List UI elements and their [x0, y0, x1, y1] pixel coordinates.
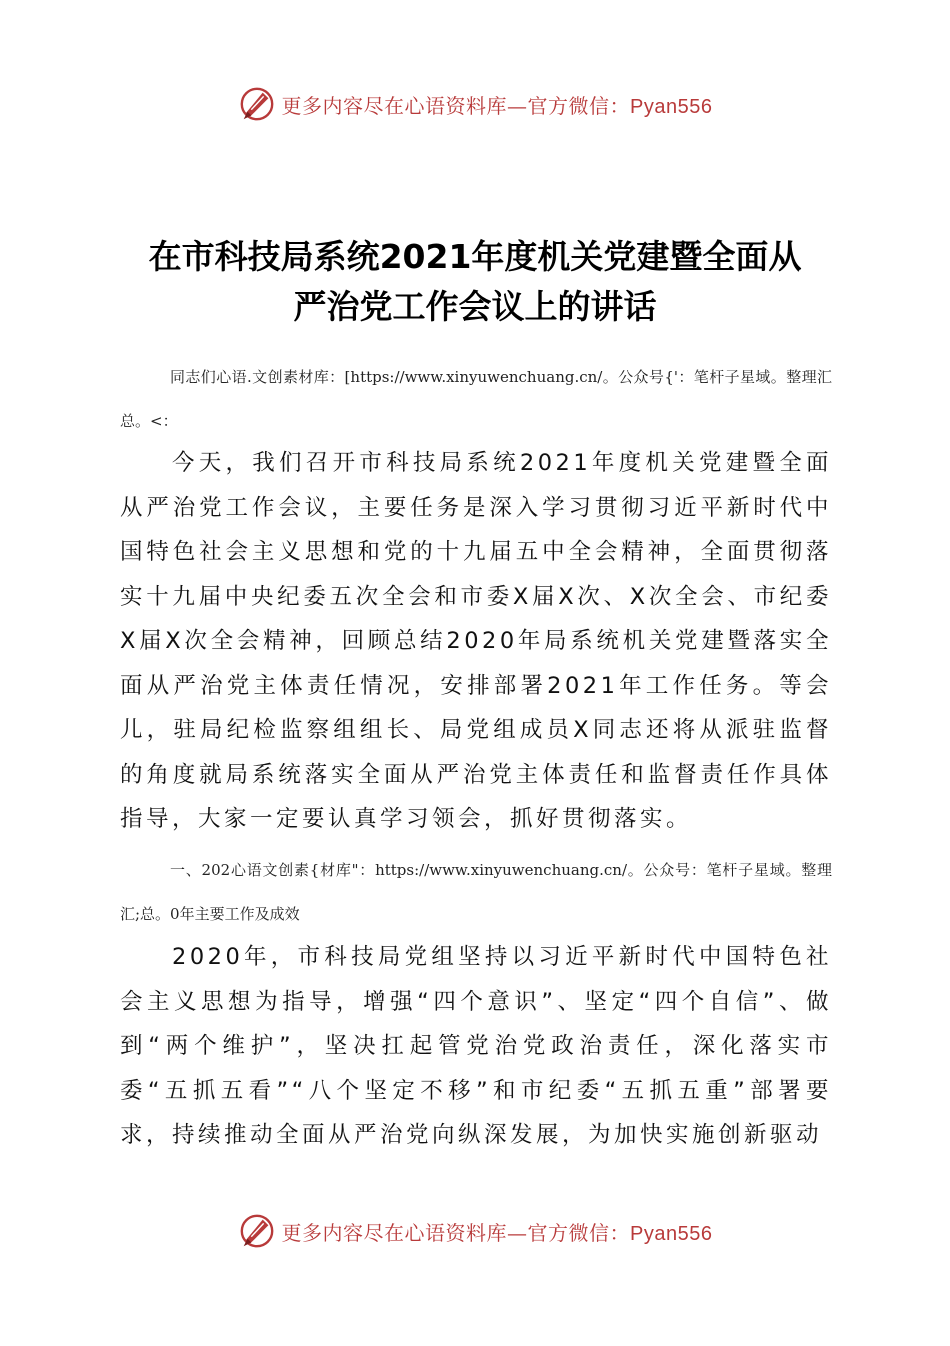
header-wechat-id: Pyan556: [630, 95, 713, 118]
header-banner-text: [282, 90, 713, 119]
footer-banner: [0, 1209, 950, 1253]
body-paragraph-1: 今天，我们召开市科技局系统2021年度机关党建暨全面从严治党工作会议，主要任务是深入学习贯彻习近平新时代中国特色社会主义思想和党的十九届五中全会精神，全面贯彻落实十九届中央纪委五次全会和市委X届X次、X次全会、市纪委X届X次全会精神，回顾总结2020年局系统机关党建暨落实全面从严治党主体责任情况，安排部署2021年工作任务。等会儿，驻局纪检监察组组长、局党组成员X同志还将从派驻监督的角度就局系统落实全面从严治党主体责任和监督责任作具体指导，大家一定要认真学习领会，抓好贯彻落实。: [120, 450, 832, 832]
footer-banner-label: 更多内容尽在心语资料库—官方微信：: [281, 1220, 631, 1245]
title-line-1: 在市科技局系统2021年度机关党建暨全面从: [148, 237, 802, 276]
body-paragraph-2: 2020年，市科技局党组坚持以习近平新时代中国特色社会主义思想为指导，增强“四个意识”、坚定“四个自信”、做到“两个维护”，坚决扛起管党治党政治责任，深化落实市委“五抓五看”“八个坚定不移”和市纪委“五抓五重”部署要求，持续推动全面从严治党向纵深发展，为加快实施创新驱动: [120, 944, 832, 1148]
pen-nib-icon: [238, 85, 276, 123]
footer-wechat-id: Pyan556: [630, 1222, 713, 1245]
page-title: [60, 232, 890, 332]
watermark-paragraph-2: 一、202心语文创素{材库"：https://www.xinyuwenchuang.cn/。公众号：笔杆子星域。整理汇;总。0年主要工作及成效: [120, 861, 832, 923]
header-banner: [0, 82, 950, 126]
footer-banner-text: [282, 1217, 713, 1246]
watermark-paragraph-1: 同志们心语.文创素材库：[https://www.xinyuwenchuang.cn/。公众号{'：笔杆子星域。整理汇总。<：: [120, 368, 832, 430]
title-line-2: 严治党工作会议上的讲话: [293, 287, 657, 326]
header-banner-label: 更多内容尽在心语资料库—官方微信：: [281, 93, 631, 118]
pen-nib-icon: [238, 1212, 276, 1250]
